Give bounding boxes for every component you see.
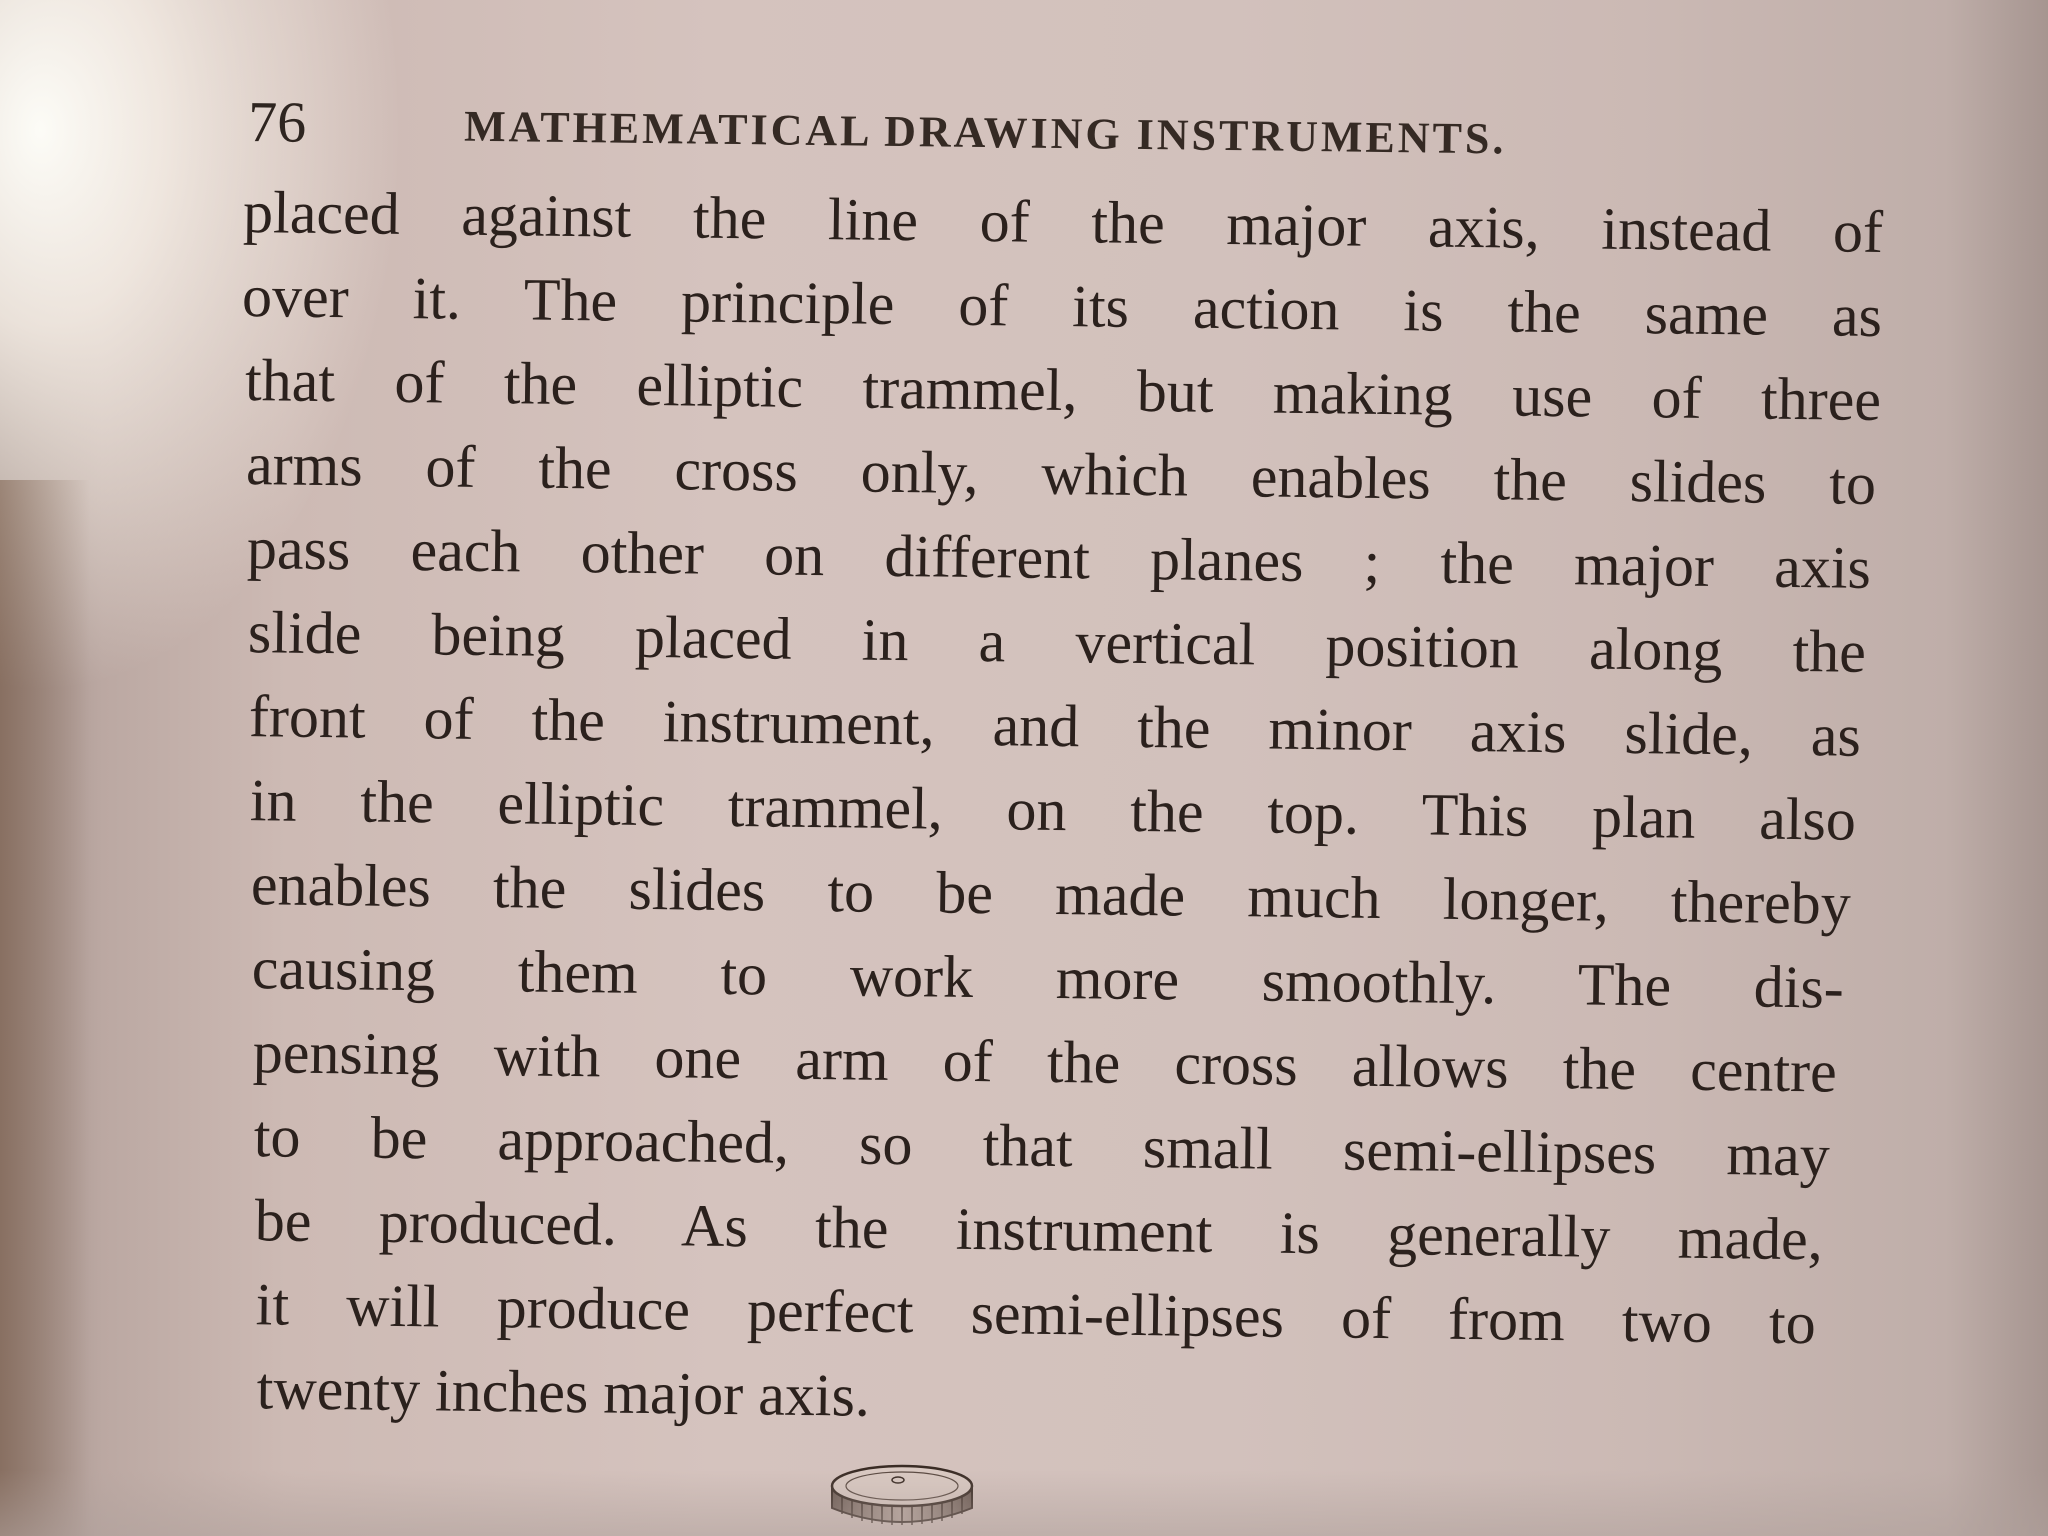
text-line: front of the instrument, and the minor axis slide, as (248, 683, 1862, 769)
text-line: pass each other on different planes ; the major axis (246, 515, 1872, 601)
text-line-last: twenty inches major axis. (256, 1355, 871, 1429)
text-line: slide being placed in a vertical position along the (247, 599, 1867, 685)
text-line: placed against the line of the major axis, instead of (242, 178, 1884, 266)
text-line: over it. The principle of its action is the same as (241, 262, 1883, 350)
text-line: enables the slides to be made much longer, thereby (250, 851, 1852, 937)
page-number: 76 (247, 89, 307, 155)
book-page (228, 60, 1925, 1450)
text-line: in the elliptic trammel, on the top. This plan also (249, 767, 1857, 853)
page-bottom-shadow (0, 1470, 2048, 1536)
text-line: be produced. As the instrument is generally made, (254, 1187, 1824, 1273)
text-line: to be approached, so that small semi-ellipses may (253, 1103, 1831, 1189)
text-line: causing them to work more smoothly. The dis- (251, 935, 1845, 1021)
text-line: arms of the cross only, which enables the slides to (245, 431, 1877, 517)
left-shadow (0, 480, 90, 1536)
text-line: pensing with one arm of the cross allows the centre (252, 1019, 1838, 1105)
running-head-title: MATHEMATICAL DRAWING INSTRUMENTS. (463, 101, 1507, 164)
text-line: it will produce perfect semi-ellipses of from two to (255, 1271, 1817, 1357)
body-paragraph (228, 170, 1923, 1450)
running-head (244, 60, 1925, 191)
text-line: that of the elliptic trammel, but making use of three (244, 347, 1882, 434)
